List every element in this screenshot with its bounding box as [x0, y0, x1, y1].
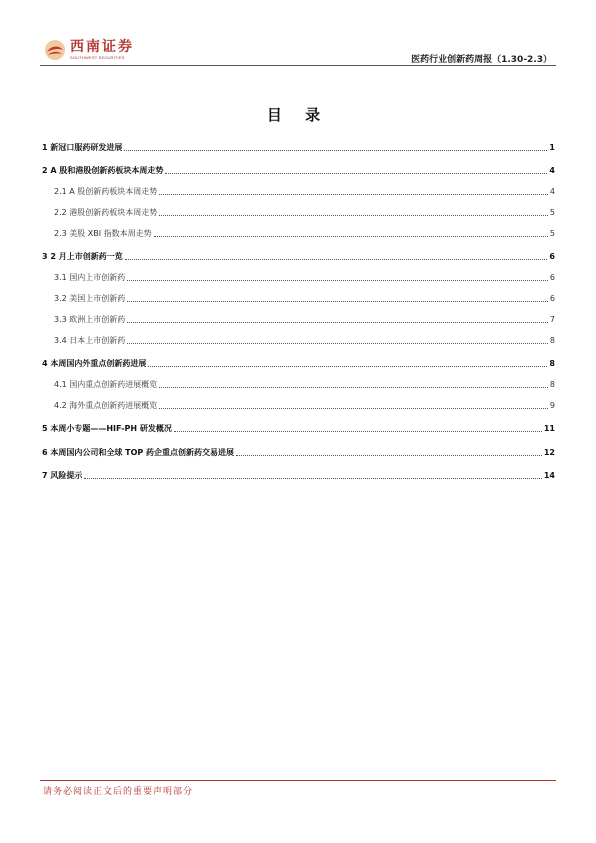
toc-entry-title: 2.3 美股 XBI 指数本周走势	[54, 229, 152, 238]
toc-entry[interactable]	[42, 334, 555, 346]
header-divider	[40, 65, 556, 66]
toc-entry-title: 2 A 股和港股创新药板块本周走势	[42, 166, 164, 175]
toc-leader-dots	[165, 173, 547, 174]
footer-disclaimer: 请务必阅读正文后的重要声明部分	[43, 787, 194, 797]
toc-entry[interactable]	[42, 292, 555, 304]
toc-entry[interactable]	[42, 469, 555, 481]
toc-leader-dots	[154, 236, 548, 237]
toc-entry-page: 6	[549, 273, 555, 282]
toc-leader-dots	[127, 301, 548, 302]
toc-entry-title: 3.1 国内上市创新药	[54, 273, 126, 282]
toc-entry-page: 8	[549, 359, 555, 368]
toc-leader-dots	[148, 366, 547, 367]
toc-entry[interactable]	[42, 446, 555, 458]
toc-entry-title: 7 风险提示	[42, 471, 83, 480]
toc-entry[interactable]	[42, 206, 555, 218]
toc-entry-page: 1	[549, 143, 555, 152]
logo-chinese-name: 西南证券	[70, 38, 134, 55]
toc-entry-title: 3.3 欧洲上市创新药	[54, 315, 126, 324]
toc-entry[interactable]	[42, 227, 555, 239]
toc-leader-dots	[124, 150, 547, 151]
toc-entry-page: 4	[549, 166, 555, 175]
toc-entry-page: 7	[549, 315, 555, 324]
toc-entry-title: 3.4 日本上市创新药	[54, 336, 126, 345]
toc-leader-dots	[127, 280, 548, 281]
toc-entry-page: 5	[549, 208, 555, 217]
toc-leader-dots	[159, 215, 548, 216]
toc-leader-dots	[159, 408, 548, 409]
toc-entry-page: 8	[549, 380, 555, 389]
toc-entry[interactable]	[42, 422, 555, 434]
toc-entry[interactable]	[42, 271, 555, 283]
toc-entry-page: 8	[549, 336, 555, 345]
toc-entry-page: 6	[549, 294, 555, 303]
toc-entry-page: 4	[549, 187, 555, 196]
logo-mark-icon	[44, 39, 66, 61]
toc-entry-title: 5 本周小专题——HIF-PH 研发概况	[42, 424, 172, 433]
toc-leader-dots	[236, 455, 542, 456]
toc-entry-page: 12	[543, 448, 555, 457]
toc-entry-title: 2.2 港股创新药板块本周走势	[54, 208, 158, 217]
toc-entry[interactable]	[42, 185, 555, 197]
report-title: 医药行业创新药周报（1.30-2.3）	[411, 55, 552, 65]
toc-leader-dots	[127, 343, 548, 344]
toc-entry-title: 4.1 国内重点创新药进展概览	[54, 380, 158, 389]
logo-english-name: SOUTHWEST SECURITIES	[70, 54, 125, 60]
toc-entry[interactable]	[42, 378, 555, 390]
toc-entry-title: 3 2 月上市创新药一览	[42, 252, 123, 261]
toc-leader-dots	[159, 194, 548, 195]
toc-entry[interactable]	[42, 250, 555, 262]
toc-entry-title: 4 本周国内外重点创新药进展	[42, 359, 147, 368]
footer-divider	[40, 780, 556, 781]
toc-entry-title: 2.1 A 股创新药板块本周走势	[54, 187, 158, 196]
toc-leader-dots	[174, 431, 542, 432]
toc-entry-page: 6	[549, 252, 555, 261]
toc-entry[interactable]	[42, 313, 555, 325]
toc-entry-title: 6 本周国内公司和全球 TOP 药企重点创新药交易进展	[42, 448, 235, 457]
toc-heading: 目 录	[266, 106, 330, 124]
toc-entry-title: 4.2 海外重点创新药进展概览	[54, 401, 158, 410]
toc-leader-dots	[84, 478, 542, 479]
toc-entry[interactable]	[42, 399, 555, 411]
toc-entry-page: 5	[549, 229, 555, 238]
toc-entry[interactable]	[42, 141, 555, 153]
toc-entry-title: 1 新冠口服药研发进展	[42, 143, 123, 152]
company-logo	[44, 37, 134, 63]
toc-entry-title: 3.2 美国上市创新药	[54, 294, 126, 303]
toc-entry-page: 9	[549, 401, 555, 410]
toc-leader-dots	[127, 322, 548, 323]
toc-entry-page: 14	[543, 471, 555, 480]
toc-entry[interactable]	[42, 357, 555, 369]
toc-leader-dots	[159, 387, 548, 388]
toc-entry-page: 11	[543, 424, 555, 433]
toc-entry[interactable]	[42, 164, 555, 176]
toc-leader-dots	[125, 259, 548, 260]
